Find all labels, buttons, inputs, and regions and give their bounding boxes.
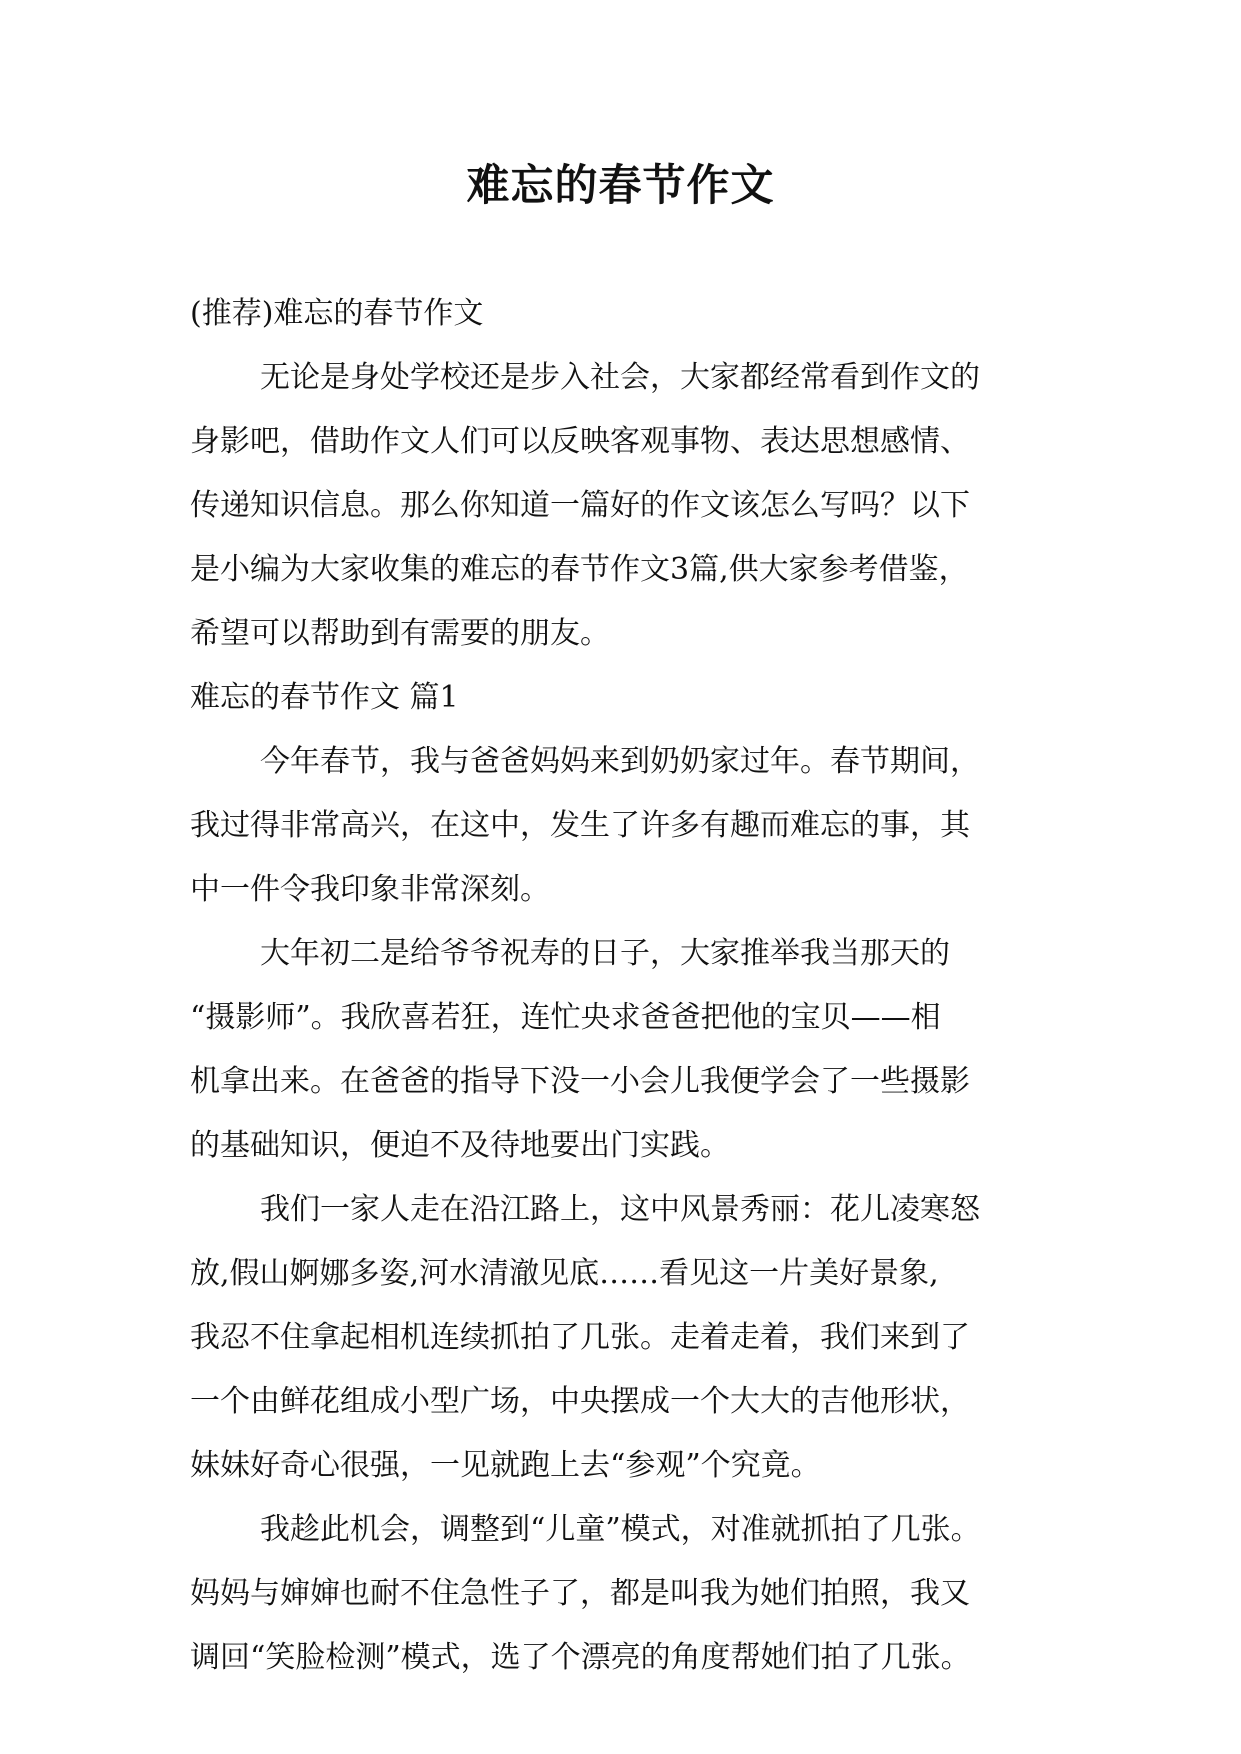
paragraph-2: [190, 730, 1070, 922]
document-title: 难忘的春节作文: [466, 161, 775, 211]
paragraph-line: 我过得非常高兴，在这中，发生了许多有趣而难忘的事，其: [190, 808, 970, 843]
paragraph-line: 放,假山婀娜多姿,河水清澈见底……看见这一片美好景象,: [190, 1256, 939, 1291]
paragraph-line: 希望可以帮助到有需要的朋友。: [190, 616, 610, 651]
paragraph-line: 我忍不住拿起相机连续抓拍了几张。走着走着，我们来到了: [190, 1320, 970, 1355]
paragraph-line: 传递知识信息。那么你知道一篇好的作文该怎么写吗？以下: [190, 488, 970, 523]
intro-line: (推荐)难忘的春节作文: [190, 296, 484, 331]
paragraph-line: 身影吧，借助作文人们可以反映客观事物、表达思想感情、: [190, 424, 970, 459]
paragraph-5: [190, 1498, 1070, 1690]
paragraph-line: 中一件令我印象非常深刻。: [190, 872, 550, 907]
paragraph-intro: [190, 346, 1070, 666]
paragraph-4: [190, 1178, 1070, 1498]
paragraph-line: 的基础知识，便迫不及待地要出门实践。: [190, 1128, 730, 1163]
paragraph-line: 今年春节，我与爸爸妈妈来到奶奶家过年。春节期间，: [260, 744, 980, 779]
paragraph-line: “摄影师”。我欣喜若狂，连忙央求爸爸把他的宝贝——相: [190, 1000, 941, 1035]
paragraph-line: 妹妹好奇心很强，一见就跑上去“参观”个究竟。: [190, 1448, 821, 1483]
paragraph-line: 我趁此机会，调整到“儿童”模式，对准就抓拍了几张。: [260, 1512, 981, 1547]
paragraph-line: 一个由鲜花组成小型广场，中央摆成一个大大的吉他形状，: [190, 1384, 970, 1419]
section-heading: 难忘的春节作文 篇1: [190, 680, 459, 715]
paragraph-line: 妈妈与婶婶也耐不住急性子了，都是叫我为她们拍照，我又: [190, 1576, 970, 1611]
paragraph-line: 调回“笑脸检测”模式，选了个漂亮的角度帮她们拍了几张。: [190, 1640, 971, 1675]
paragraph-line: 大年初二是给爷爷祝寿的日子，大家推举我当那天的: [260, 936, 950, 971]
paragraph-line: 无论是身处学校还是步入社会，大家都经常看到作文的: [260, 360, 980, 395]
paragraph-line: 是小编为大家收集的难忘的春节作文3篇,供大家参考借鉴，: [190, 552, 969, 587]
paragraph-line: 我们一家人走在沿江路上，这中风景秀丽：花儿凌寒怒: [260, 1192, 980, 1227]
document-body: [190, 282, 1070, 1690]
paragraph-3: [190, 922, 1070, 1178]
paragraph-line: 机拿出来。在爸爸的指导下没一小会儿我便学会了一些摄影: [190, 1064, 970, 1099]
